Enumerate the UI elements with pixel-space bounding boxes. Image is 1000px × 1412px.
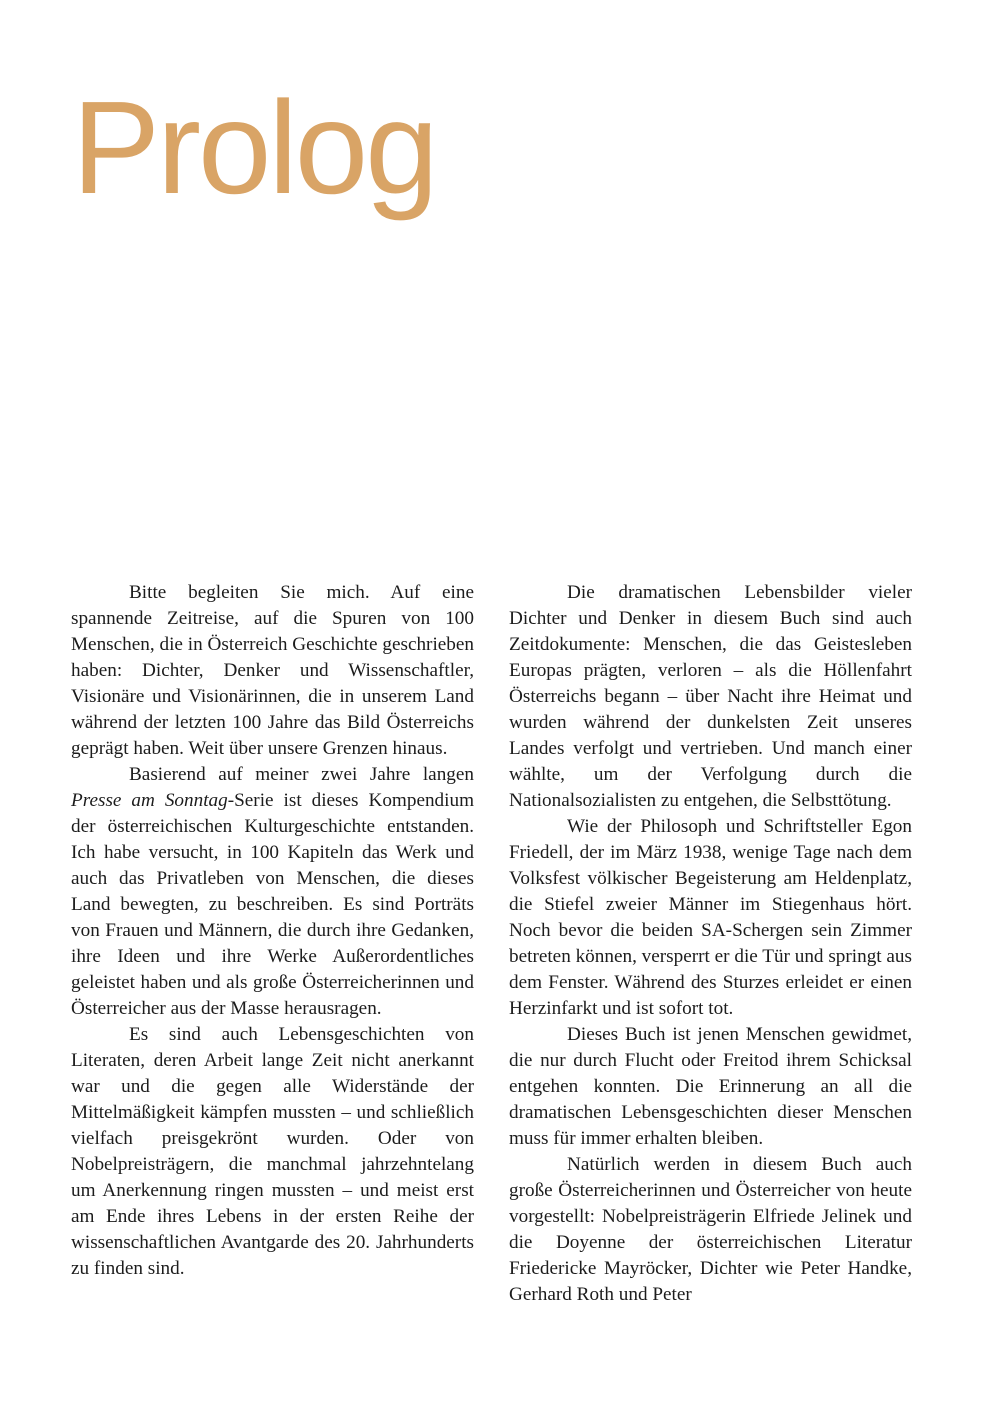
text-column-right	[509, 580, 912, 1308]
paragraph-intro: Basierend auf meiner zwei Jahre langen	[129, 764, 474, 785]
paragraph-rest: -Serie ist dieses Kompendium der österreichischen Kulturgeschichte entstanden. Ich habe versucht, in 100 Kapiteln das Werk und auch das Privatleben von Menschen, die dieses Land bewegten, zu beschreiben. Es sind Porträts von Frauen und Männern, die durch ihre Gedanken, ihre Ideen und ihre Werke Außerordentliches geleistet haben und als große Österreicherinnen und Österreicher aus der Masse herausragen.	[71, 790, 474, 1019]
paragraph: Die dramatischen Lebensbilder vieler Dichter und Denker in diesem Buch sind auch Zeitdokumente: Menschen, die das Geistesleben Europas prägten, verloren – als die Höllenfahrt Österreichs begann – über Nacht ihre Heimat und wurden während der dunkelsten Zeit unseres Landes verfolgt und vertrieben. Und manch einer wählte, um der Verfolgung durch die Nationalsozialisten zu entgehen, die Selbsttötung.	[509, 582, 912, 811]
paragraph	[71, 762, 474, 1022]
paragraph: Bitte begleiten Sie mich. Auf eine spannende Zeitreise, auf die Spuren von 100 Menschen, die in Österreich Geschichte geschrieben haben: Dichter, Denker und Wissenschaftler, Visionäre und Visionärinnen, die in unserem Land während der letzten 100 Jahre das Bild Österreichs geprägt haben. Weit über unsere Grenzen hinaus.	[71, 582, 474, 759]
paragraph: Es sind auch Lebensgeschichten von Literaten, deren Arbeit lange Zeit nicht anerkannt war und die gegen alle Widerstände der Mittelmäßigkeit kämpfen mussten – und schließlich vielfach preisgekrönt wurden. Oder von Nobelpreisträgern, die manchmal jahrzehntelang um Anerkennung ringen mussten – und meist erst am Ende ihres Lebens in der ersten Reihe der wissenschaftlichen Avantgarde des 20. Jahrhunderts zu finden sind.	[71, 1024, 474, 1279]
text-column-left	[71, 580, 474, 1282]
series-title: Presse am Sonntag	[71, 790, 228, 811]
paragraph: Natürlich werden in diesem Buch auch große Österreicherinnen und Österreicher von heute vorgestellt: Nobelpreisträgerin Elfriede Jelinek und die Doyenne der österreichischen Literatur Friedericke Mayröcker, Dichter wie Peter Handke, Gerhard Roth und Peter	[509, 1154, 912, 1305]
paragraph: Wie der Philosoph und Schriftsteller Egon Friedell, der im März 1938, wenige Tage nach dem Volksfest völkischer Begeisterung am Heldenplatz, die Stiefel zweier Männer im Stiegenhaus hört. Noch bevor die beiden SA-Schergen sein Zimmer betreten können, versperrt er die Tür und springt aus dem Fenster. Während des Sturzes erleidet er einen Herzinfarkt und ist sofort tot.	[509, 816, 912, 1019]
paragraph: Dieses Buch ist jenen Menschen gewidmet, die nur durch Flucht oder Freitod ihrem Schicksal entgehen konnten. Die Erinnerung an all die dramatischen Lebensgeschichten dieser Menschen muss für immer erhalten bleiben.	[509, 1024, 912, 1149]
page-title: Prolog	[72, 74, 436, 221]
